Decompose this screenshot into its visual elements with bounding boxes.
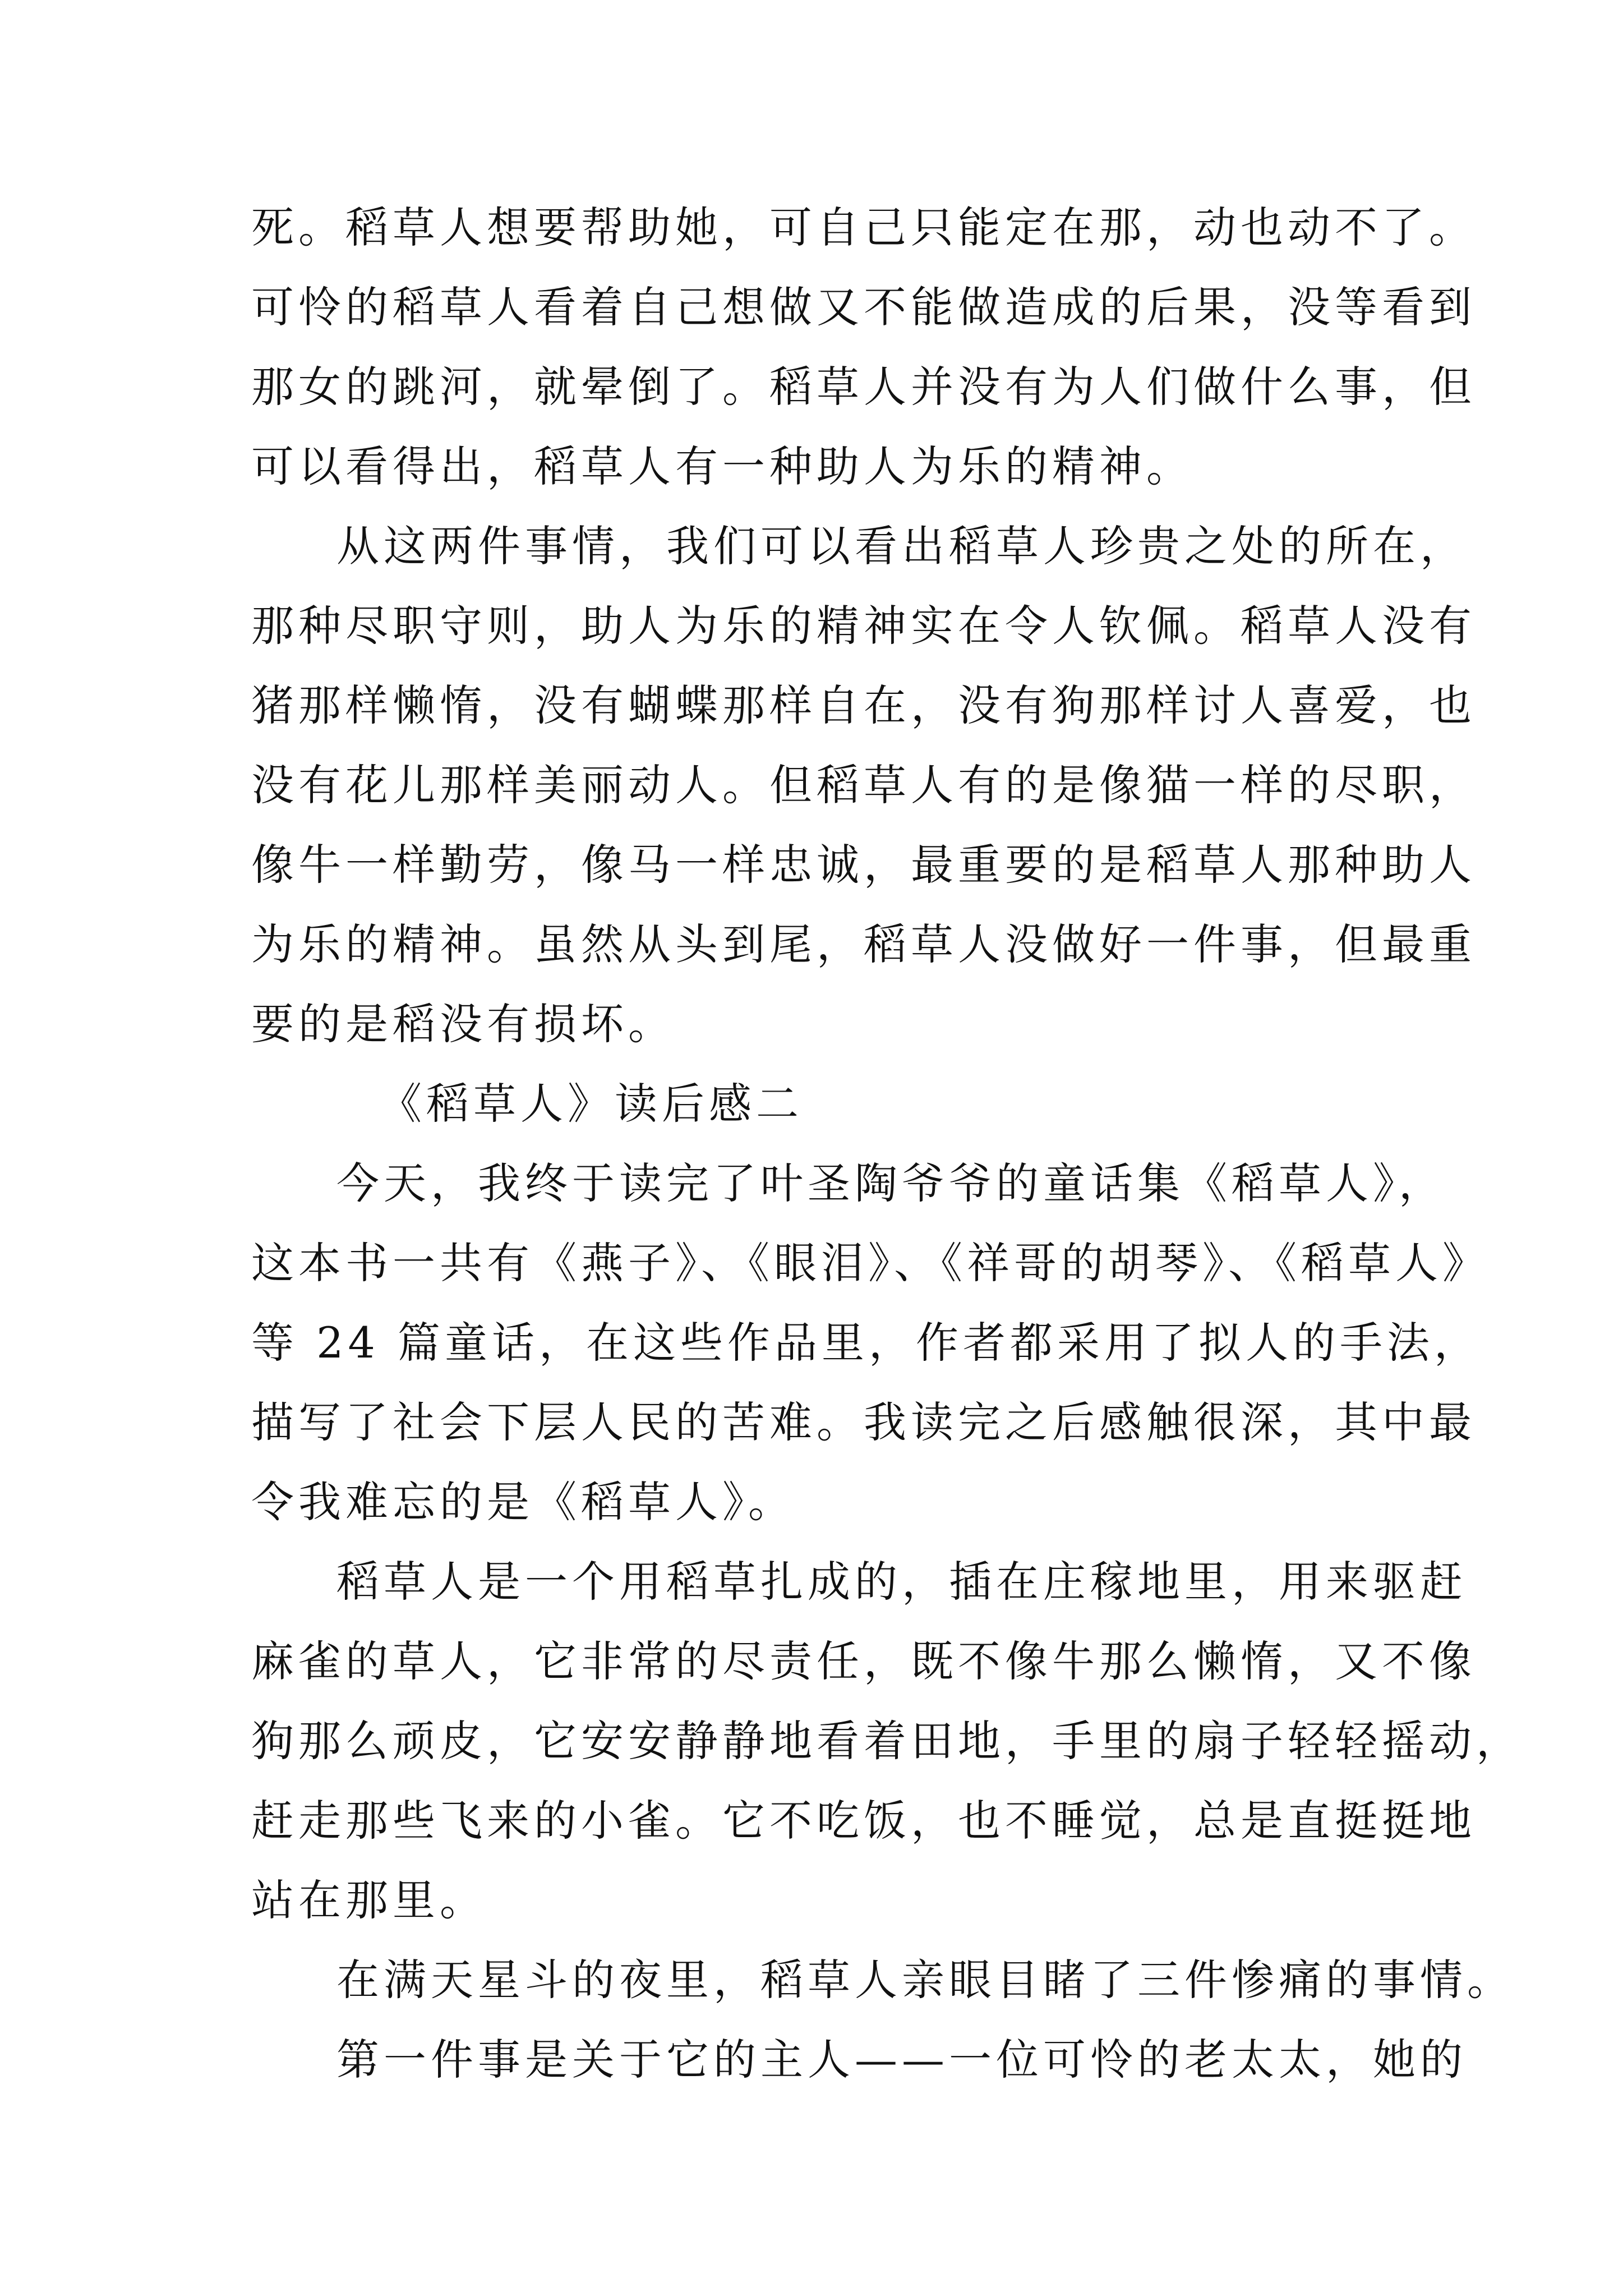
text-line: 要的是稻没有损坏。: [251, 999, 675, 1049]
text-line: 可以看得出，稻草人有一种助人为乐的精神。: [251, 441, 1193, 491]
paragraph-start-line: 在满天星斗的夜里，稻草人亲眼目睹了三件惨痛的事情。: [336, 1955, 1514, 2005]
text-line: 像牛一样勤劳，像马一样忠诚，最重要的是稻草人那种助人: [251, 840, 1476, 890]
text-line: 描写了社会下层人民的苦难。我读完之后感触很深，其中最: [251, 1397, 1476, 1447]
text-line: 令我难忘的是《稻草人》。: [251, 1477, 795, 1527]
text-line: 那女的跳河，就晕倒了。稻草人并没有为人们做什么事，但: [251, 362, 1476, 412]
paragraph-start-line: 从这两件事情，我们可以看出稻草人珍贵之处的所在，: [336, 521, 1467, 571]
text-line: 那种尽职守则，助人为乐的精神实在令人钦佩。稻草人没有: [251, 601, 1476, 651]
text-line: 麻雀的草人，它非常的尽责任，既不像牛那么懒惰，又不像: [251, 1636, 1476, 1686]
text-line: 这本书一共有《燕子》、《眼泪》、《祥哥的胡琴》、《稻草人》: [251, 1238, 1490, 1288]
text-line: 可怜的稻草人看着自己想做又不能做造成的后果，没等看到: [251, 282, 1476, 332]
text-line: 猪那样懒惰，没有蝴蝶那样自在，没有狗那样讨人喜爱，也: [251, 680, 1476, 730]
paragraph-start-line: 今天，我终于读完了叶圣陶爷爷的童话集《稻草人》，: [336, 1158, 1446, 1208]
text-line: 死。稻草人想要帮助她，可自己只能定在那，动也动不了。: [251, 203, 1476, 252]
section-heading: 《稻草人》读后感二: [379, 1079, 803, 1129]
text-line: 没有花儿那样美丽动人。但稻草人有的是像猫一样的尽职，: [251, 760, 1476, 810]
body-text: [251, 188, 1523, 2100]
paragraph-start-line: 第一件事是关于它的主人——一位可怜的老太太，她的: [336, 2035, 1467, 2085]
text-line: 等 24 篇童话，在这些作品里，作者都采用了拟人的手法，: [251, 1318, 1482, 1368]
text-line: 为乐的精神。虽然从头到尾，稻草人没做好一件事，但最重: [251, 919, 1476, 969]
text-line: 站在那里。: [251, 1875, 487, 1925]
paragraph-start-line: 稻草人是一个用稻草扎成的，插在庄稼地里，用来驱赶: [336, 1557, 1467, 1607]
text-line: 狗那么顽皮，它安安静静地看着田地，手里的扇子轻轻摇动，: [251, 1716, 1523, 1766]
text-line: 赶走那些飞来的小雀。它不吃饭，也不睡觉，总是直挺挺地: [251, 1796, 1476, 1846]
